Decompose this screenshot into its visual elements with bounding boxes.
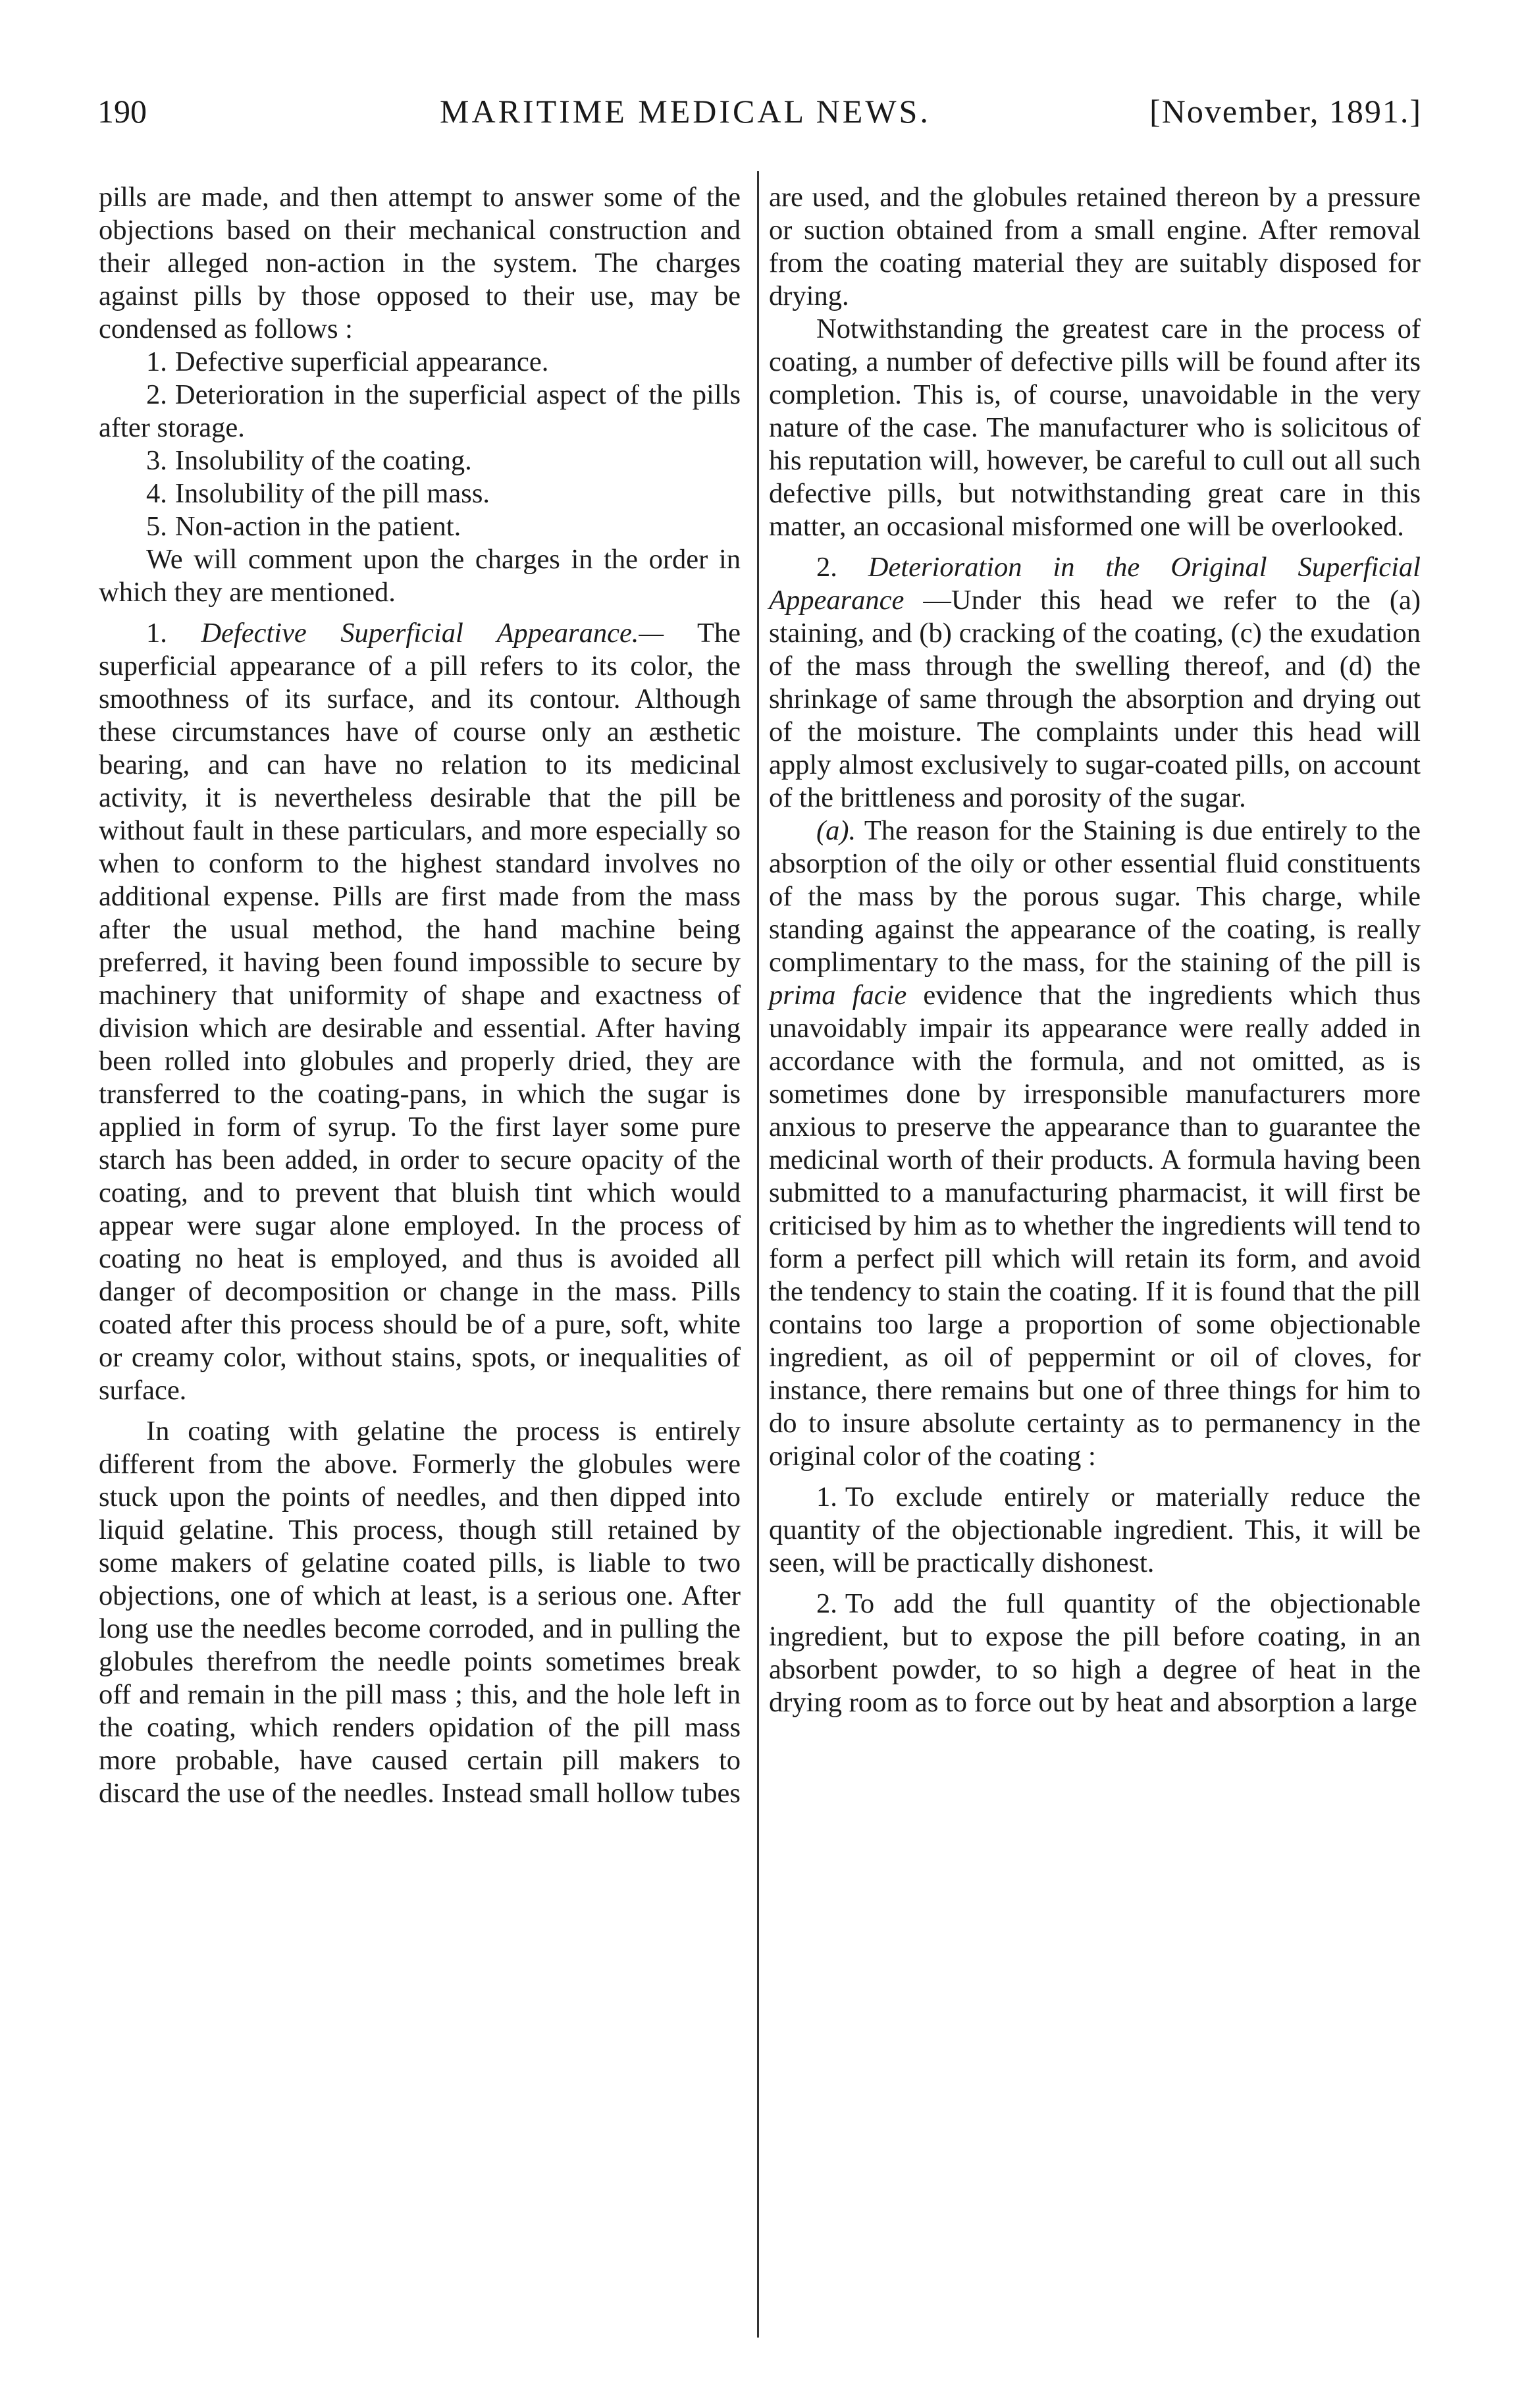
list-item (99, 379, 741, 444)
list-item (769, 1588, 1421, 1719)
list-item (99, 444, 741, 477)
paragraph: We will comment upon the charges in the order in which they are mentioned. (99, 544, 741, 608)
list-item (99, 510, 741, 543)
running-title: MARITIME MEDICAL NEWS. (440, 93, 931, 130)
paragraph-text: The reason for the Staining is due entirely to the absorption of the oily or other essential fluid constituents of the mass by the porous sugar. This charge, while standing against the appearance of the coating, is really complimentary to the mass, for the staining of the pill is (769, 815, 1421, 978)
page-number: 190 (97, 93, 147, 130)
list-number: 2. (816, 1588, 837, 1619)
left-column (99, 181, 741, 1810)
list-item (99, 346, 741, 379)
paragraph: are used, and the globules retained thereon by a pressure or suction obtained from a small engine. After removal from the coating material they are suitably disposed for drying. (769, 182, 1421, 311)
list-text: Non-action in the patient. (174, 511, 461, 542)
list-number: 5. (146, 511, 167, 542)
section-body: The superficial appearance of a pill refers to its color, the smoothness of its surface, and its contour. Although these circumstances have of course only an æsthetic bearing, and can have no relation to its medicinal activity, it is nevertheless desirable that the pill be without fault in these particulars, and more especially so when to conform to the highest standard involves no additional expense. Pills are first made from the mass after the usual method, the hand machine being preferred, it having been found impossible to secure by machinery that uniformity of shape and exactness of division which are desirable and essential. After having been rolled into globules and properly dried, they are transferred to the coating-pans, in which the sugar is applied in form of syrup. To the first layer some pure starch has been added, in order to secure opacity of the coating, and to prevent that bluish tint which would appear were sugar alone employed. In the process of coating no heat is employed, and thus is avoided all danger of decomposition or change in the mass. Pills coated after this process should be of a pure, soft, white or creamy color, without stains, spots, or inequalities of surface. (99, 618, 741, 1406)
section-heading: Deterioration in the Original Superficial Appearance (769, 552, 1421, 616)
section-paragraph (99, 617, 741, 1407)
section-number: 2. (816, 552, 837, 583)
subsection-label: (a). (816, 815, 856, 846)
issue-date: [November, 1891.] (1149, 93, 1422, 130)
section-number: 1. (146, 618, 167, 649)
latin-phrase: prima facie (769, 980, 907, 1011)
list-text: To add the full quantity of the objectionable ingredient, but to expose the pill before coating, in an absorbent powder, to so high a degree of heat in the drying room as to force out by heat and absorption a large (769, 1588, 1421, 1718)
paragraph: pills are made, and then attempt to answer some of the objections based on their mechanical construction and their alleged non-action in the system. The charges against pills by those opposed to their use, may be condensed as follows : (99, 182, 741, 344)
paragraph: In coating with gelatine the process is entirely different from the above. Formerly the globules were stuck upon the points of needles, and then dipped into liquid gelatine. This process, though still retained by some makers of gelatine coated pills, is liable to two objections, one of which at least, is a serious one. After long use the needles become corroded, and in pulling the globules therefrom the needle points sometimes break off and remain in the pill mass ; this, and the hole left in the coating, which renders opidation of the pill mass more probable, have caused certain pill makers to discard the use of the needles. Instead small hollow tubes (99, 1416, 741, 1809)
list-item (769, 1481, 1421, 1580)
list-text: To exclude entirely or materially reduce the quantity of the objectionable ingredient. This, it will be seen, will be practically dishonest. (769, 1482, 1421, 1578)
list-number: 4. (146, 478, 167, 509)
list-number: 1. (816, 1482, 837, 1512)
section-body: —Under this head we refer to the (a) staining, and (b) cracking of the coating, (c) the exudation of the mass through the swelling thereof, and (d) the shrinkage of same through the absorption and drying out of the moisture. The complaints under this head will apply almost exclusively to sugar-coated pills, on account of the brittleness and porosity of the sugar. (769, 585, 1421, 813)
list-item (99, 477, 741, 510)
list-number: 3. (146, 445, 167, 476)
paragraph (769, 815, 1421, 1473)
list-number: 1. (146, 346, 167, 377)
paragraph-text: evidence that the ingredients which thus unavoidably impair its appearance were really added in accordance with the formula, and not omitted, as is sometimes done by irresponsible manufacturers more anxious to preserve the appearance than to guarantee the medicinal worth of their products. A formula having been submitted to a manufacturing pharmacist, it will first be criticised by him as to whether the ingredients will tend to form a perfect pill which will retain its form, and avoid the tendency to stain the coating. If it is found that the pill contains too large a proportion of some objectionable ingredient, as oil of peppermint or oil of cloves, for instance, there remains but one of three things for him to do to insure absolute certainty as to permanency in the original color of the coating : (769, 980, 1421, 1472)
list-text: Insolubility of the coating. (174, 445, 472, 476)
list-text: Defective superficial appearance. (174, 346, 549, 377)
section-paragraph (769, 551, 1421, 815)
right-column (769, 181, 1421, 1719)
page-header (97, 92, 1422, 145)
list-text: Insolubility of the pill mass. (174, 478, 490, 509)
column-divider (757, 171, 759, 2338)
list-number: 2. (146, 379, 167, 410)
list-text: Deterioration in the superficial aspect of the pills after storage. (99, 379, 741, 443)
section-heading: Defective Superficial Appearance.— (201, 618, 664, 649)
paragraph: Notwithstanding the greatest care in the process of coating, a number of defective pills will be found after its completion. This is, of course, unavoidable in the very nature of the case. The manufacturer who is solicitous of his reputation will, however, be careful to cull out all such defective pills, but notwithstanding great care in this matter, an occasional misformed one will be overlooked. (769, 313, 1421, 542)
